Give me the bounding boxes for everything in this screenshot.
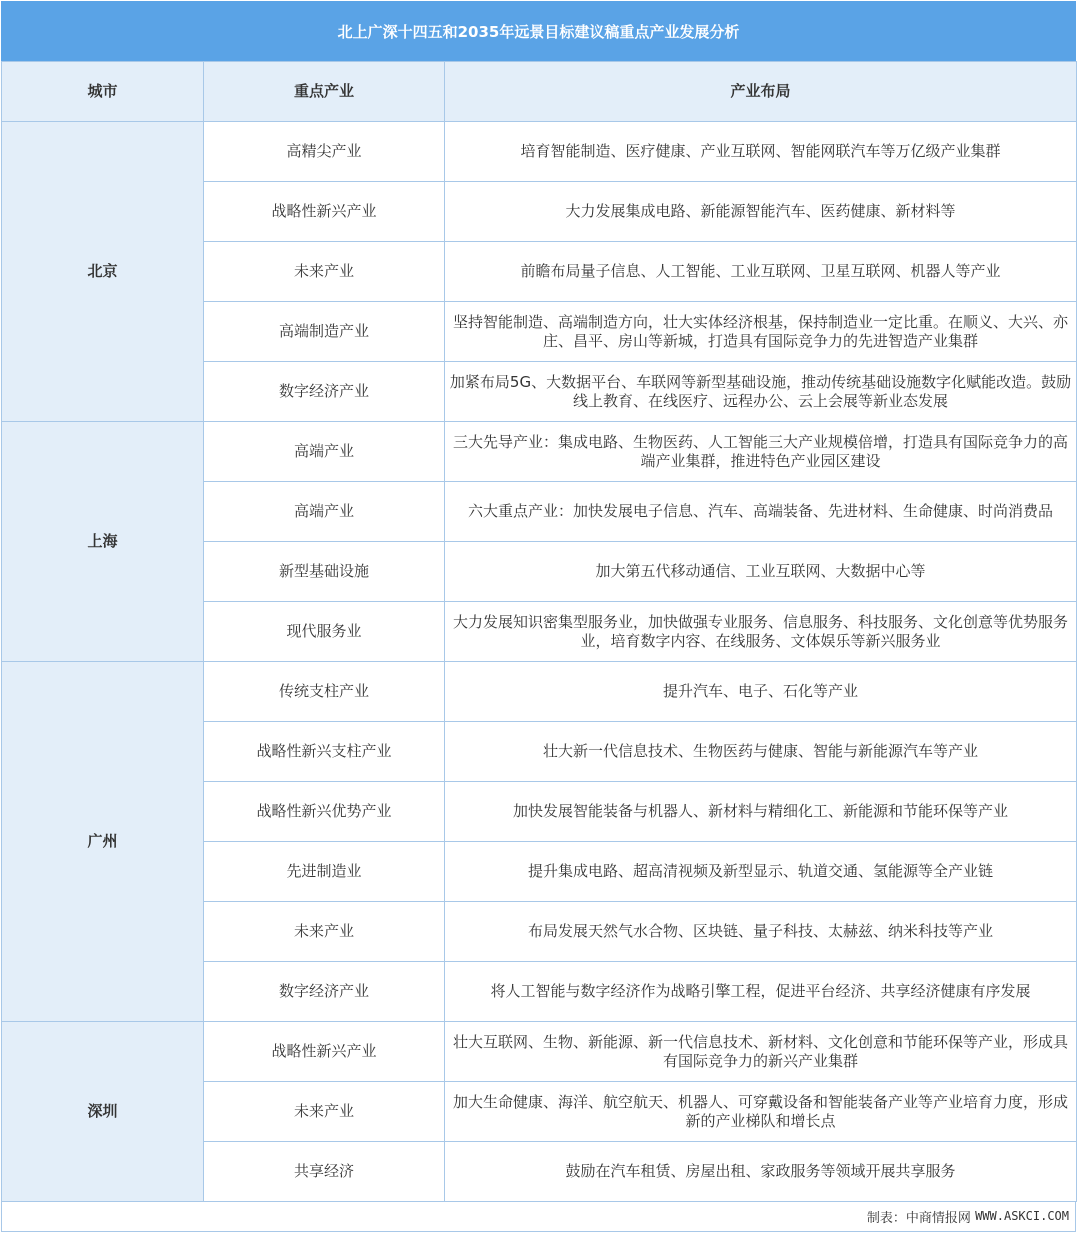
layout-cell: 前瞻布局量子信息、人工智能、工业互联网、卫星互联网、机器人等产业	[445, 242, 1077, 302]
industry-cell: 数字经济产业	[204, 962, 445, 1022]
industry-cell: 新型基础设施	[204, 542, 445, 602]
industry-cell: 共享经济	[204, 1142, 445, 1202]
layout-cell: 六大重点产业：加快发展电子信息、汽车、高端装备、先进材料、生命健康、时尚消费品	[445, 482, 1077, 542]
industry-cell: 未来产业	[204, 1082, 445, 1142]
industry-cell: 战略性新兴优势产业	[204, 782, 445, 842]
industry-cell: 战略性新兴产业	[204, 1022, 445, 1082]
city-cell-beijing: 北京	[2, 122, 204, 422]
layout-cell: 培育智能制造、医疗健康、产业互联网、智能网联汽车等万亿级产业集群	[445, 122, 1077, 182]
footer-credit	[1, 1201, 1076, 1232]
industry-cell: 现代服务业	[204, 602, 445, 662]
layout-cell: 大力发展集成电路、新能源智能汽车、医药健康、新材料等	[445, 182, 1077, 242]
industry-cell: 高端产业	[204, 422, 445, 482]
city-cell-shenzhen: 深圳	[2, 1022, 204, 1202]
city-cell-guangzhou: 广州	[2, 662, 204, 1022]
layout-cell: 鼓励在汽车租赁、房屋出租、家政服务等领域开展共享服务	[445, 1142, 1077, 1202]
industry-cell: 战略性新兴支柱产业	[204, 722, 445, 782]
footer-label: 制表：中商情报网	[866, 1210, 971, 1226]
industry-cell: 未来产业	[204, 902, 445, 962]
layout-cell: 加紧布局5G、大数据平台、车联网等新型基础设施，推动传统基础设施数字化赋能改造。鼓励线上教育、在线医疗、远程办公、云上会展等新业态发展	[445, 362, 1077, 422]
header-layout: 产业布局	[445, 62, 1077, 122]
header-industry: 重点产业	[204, 62, 445, 122]
layout-cell: 大力发展知识密集型服务业，加快做强专业服务、信息服务、科技服务、文化创意等优势服务业，培育数字内容、在线服务、文体娱乐等新兴服务业	[445, 602, 1077, 662]
layout-cell: 提升集成电路、超高清视频及新型显示、轨道交通、氢能源等全产业链	[445, 842, 1077, 902]
table-row	[2, 662, 1077, 722]
table-row	[2, 422, 1077, 482]
footer-source: WWW.ASKCI.COM	[975, 1209, 1069, 1223]
layout-cell: 将人工智能与数字经济作为战略引擎工程，促进平台经济、共享经济健康有序发展	[445, 962, 1077, 1022]
industry-table	[1, 61, 1077, 1202]
city-cell-shanghai: 上海	[2, 422, 204, 662]
industry-cell: 先进制造业	[204, 842, 445, 902]
industry-cell: 高端产业	[204, 482, 445, 542]
industry-cell: 传统支柱产业	[204, 662, 445, 722]
industry-cell: 高端制造产业	[204, 302, 445, 362]
industry-cell: 未来产业	[204, 242, 445, 302]
table-row	[2, 1022, 1077, 1082]
layout-cell: 壮大新一代信息技术、生物医药与健康、智能与新能源汽车等产业	[445, 722, 1077, 782]
layout-cell: 壮大互联网、生物、新能源、新一代信息技术、新材料、文化创意和节能环保等产业，形成具有国际竞争力的新兴产业集群	[445, 1022, 1077, 1082]
layout-cell: 坚持智能制造、高端制造方向，壮大实体经济根基，保持制造业一定比重。在顺义、大兴、亦庄、昌平、房山等新城，打造具有国际竞争力的先进智造产业集群	[445, 302, 1077, 362]
table-header-row	[2, 62, 1077, 122]
industry-cell: 数字经济产业	[204, 362, 445, 422]
page-title: 北上广深十四五和2035年远景目标建议稿重点产业发展分析	[1, 1, 1076, 61]
industry-cell: 战略性新兴产业	[204, 182, 445, 242]
layout-cell: 加大生命健康、海洋、航空航天、机器人、可穿戴设备和智能装备产业等产业培育力度，形成新的产业梯队和增长点	[445, 1082, 1077, 1142]
header-city: 城市	[2, 62, 204, 122]
industry-cell: 高精尖产业	[204, 122, 445, 182]
layout-cell: 加大第五代移动通信、工业互联网、大数据中心等	[445, 542, 1077, 602]
layout-cell: 提升汽车、电子、石化等产业	[445, 662, 1077, 722]
layout-cell: 布局发展天然气水合物、区块链、量子科技、太赫兹、纳米科技等产业	[445, 902, 1077, 962]
table-row	[2, 122, 1077, 182]
layout-cell: 三大先导产业：集成电路、生物医药、人工智能三大产业规模倍增，打造具有国际竞争力的高端产业集群，推进特色产业园区建设	[445, 422, 1077, 482]
layout-cell: 加快发展智能装备与机器人、新材料与精细化工、新能源和节能环保等产业	[445, 782, 1077, 842]
